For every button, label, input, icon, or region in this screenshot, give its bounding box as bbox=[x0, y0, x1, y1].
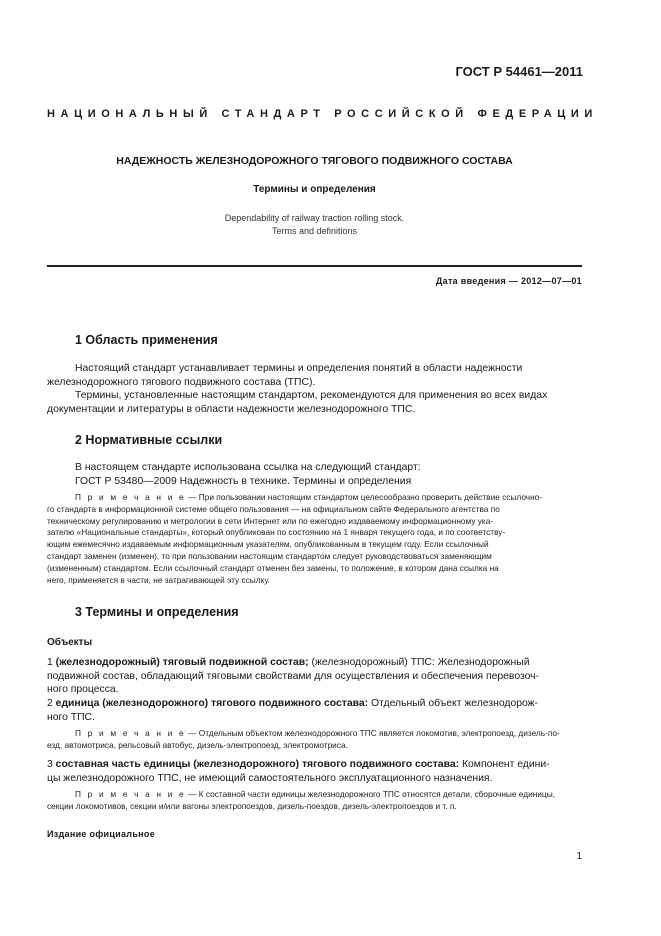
note-line: — При пользовании настоящим стандартом целесообразно проверить действие ссылочно- bbox=[185, 492, 543, 502]
official-edition-label: Издание официальное bbox=[47, 829, 156, 839]
note-line: — К составной части единицы железнодорожного ТПС относятся детали, сборочные единицы, bbox=[185, 789, 555, 799]
note-label: П р и м е ч а н и е bbox=[75, 492, 186, 502]
section-1-p2-line-1: Термины, установленные настоящим стандартом, рекомендуются для применения во всех видах bbox=[75, 390, 548, 401]
page-number: 1 bbox=[576, 851, 582, 862]
term-definition-line: подвижной состав, обладающий тяговыми свойствами для осуществления и обеспечения перевозоч- bbox=[47, 670, 540, 682]
term-name: (железнодорожный) тяговый подвижной состав; bbox=[55, 657, 309, 668]
note-line: ющим ежемесячно издаваемым информационным указателям, опубликованным в текущем году. Если ссылочный bbox=[47, 539, 489, 550]
term-definition-line: цы железнодорожного ТПС, не имеющий самостоятельного эксплуатационного назначения. bbox=[47, 772, 493, 784]
term-2-note bbox=[47, 728, 582, 752]
section-2-text bbox=[47, 461, 582, 488]
section-3-heading: 3 Термины и определения bbox=[75, 605, 239, 619]
term-definition: Отдельный объект железнодорож- bbox=[368, 698, 539, 709]
doc-number: ГОСТ Р 54461—2011 bbox=[455, 64, 583, 79]
document-title: НАДЕЖНОСТЬ ЖЕЛЕЗНОДОРОЖНОГО ТЯГОВОГО ПОДВИЖНОГО СОСТАВА bbox=[116, 155, 513, 167]
term-number: 2 bbox=[47, 698, 56, 709]
section-1-p2-line-2: документации и литературы в области надежности железнодорожного ТПС. bbox=[47, 403, 416, 415]
term-name: единица (железнодорожного) тягового подвижного состава: bbox=[55, 698, 369, 709]
term-definition-line: ного ТПС. bbox=[47, 711, 95, 723]
title-divider bbox=[47, 265, 582, 267]
introduction-date: Дата введения — 2012—07—01 bbox=[435, 276, 582, 286]
note-line: техническому регулированию и метрологии в сети Интернет или по ежегодно издаваемому информационному ука- bbox=[47, 515, 494, 526]
section-1-text bbox=[47, 362, 582, 416]
term-definition: (железнодорожный) ТПС: Железнодорожный bbox=[308, 657, 530, 668]
term-number: 3 bbox=[47, 759, 56, 770]
section-2-reference: ГОСТ Р 53480—2009 Надежность в технике. Термины и определения bbox=[75, 475, 412, 487]
section-1-p1-line-2: железнодорожного тягового подвижного состава (ТПС). bbox=[47, 376, 316, 388]
objects-subheading: Объекты bbox=[47, 637, 93, 648]
section-2-p1: В настоящем стандарте использована ссылка на следующий стандарт: bbox=[75, 462, 421, 473]
term-definition-line: ного процесса. bbox=[47, 684, 119, 695]
note-line: (измененным) стандартом. Если ссылочный стандарт отменен без замены, то положение, в котором дана ссылка на bbox=[47, 562, 499, 573]
section-1-p1-line-1: Настоящий стандарт устанавливает термины и определения понятий в области надежности bbox=[75, 363, 523, 374]
term-3-note bbox=[47, 789, 582, 813]
note-line: го стандарта в информационной системе общего пользования — на официальном сайте Федерального агентства по bbox=[47, 503, 500, 514]
term-3 bbox=[47, 758, 582, 785]
english-title-line-2: Terms and definitions bbox=[271, 226, 358, 236]
section-2-note bbox=[47, 492, 582, 586]
note-line: секции локомотивов, секции и/или вагоны электропоездов, дизель-поездов, дизель-электропоездов и т. п. bbox=[47, 800, 457, 811]
english-title-line-1: Dependability of railway traction rolling stock. bbox=[224, 213, 405, 223]
note-line: езд, автомотриса, рельсовый автобус, дизель-электропоезд, электромотриса. bbox=[47, 739, 348, 750]
term-2 bbox=[47, 697, 582, 724]
note-label: П р и м е ч а н и е bbox=[75, 789, 186, 799]
term-number: 1 bbox=[47, 657, 56, 668]
section-1-heading: 1 Область применения bbox=[75, 333, 218, 347]
note-label: П р и м е ч а н и е bbox=[75, 728, 186, 738]
document-subtitle: Термины и определения bbox=[253, 184, 376, 195]
note-line: — Отдельным объектом железнодорожного ТПС является локомотив, электропоезд, дизель-по- bbox=[185, 728, 560, 738]
national-standard-header: НАЦИОНАЛЬНЫЙ СТАНДАРТ РОССИЙСКОЙ ФЕДЕРАЦИИ bbox=[47, 108, 598, 120]
section-2-heading: 2 Нормативные ссылки bbox=[75, 433, 223, 447]
note-line: него, применяется в части, не затрагивающей эту ссылку. bbox=[47, 574, 270, 585]
note-line: зателю «Национальные стандарты», который опубликован по состоянию на 1 января текущего года, и по соответству- bbox=[47, 527, 506, 538]
term-definition: Компонент едини- bbox=[459, 759, 550, 770]
term-1 bbox=[47, 656, 582, 697]
note-line: стандарт заменен (изменен), то при пользовании настоящим стандартом следует руководствоваться заменяющим bbox=[47, 550, 492, 561]
term-name: составная часть единицы (железнодорожного) тягового подвижного состава: bbox=[55, 759, 460, 770]
